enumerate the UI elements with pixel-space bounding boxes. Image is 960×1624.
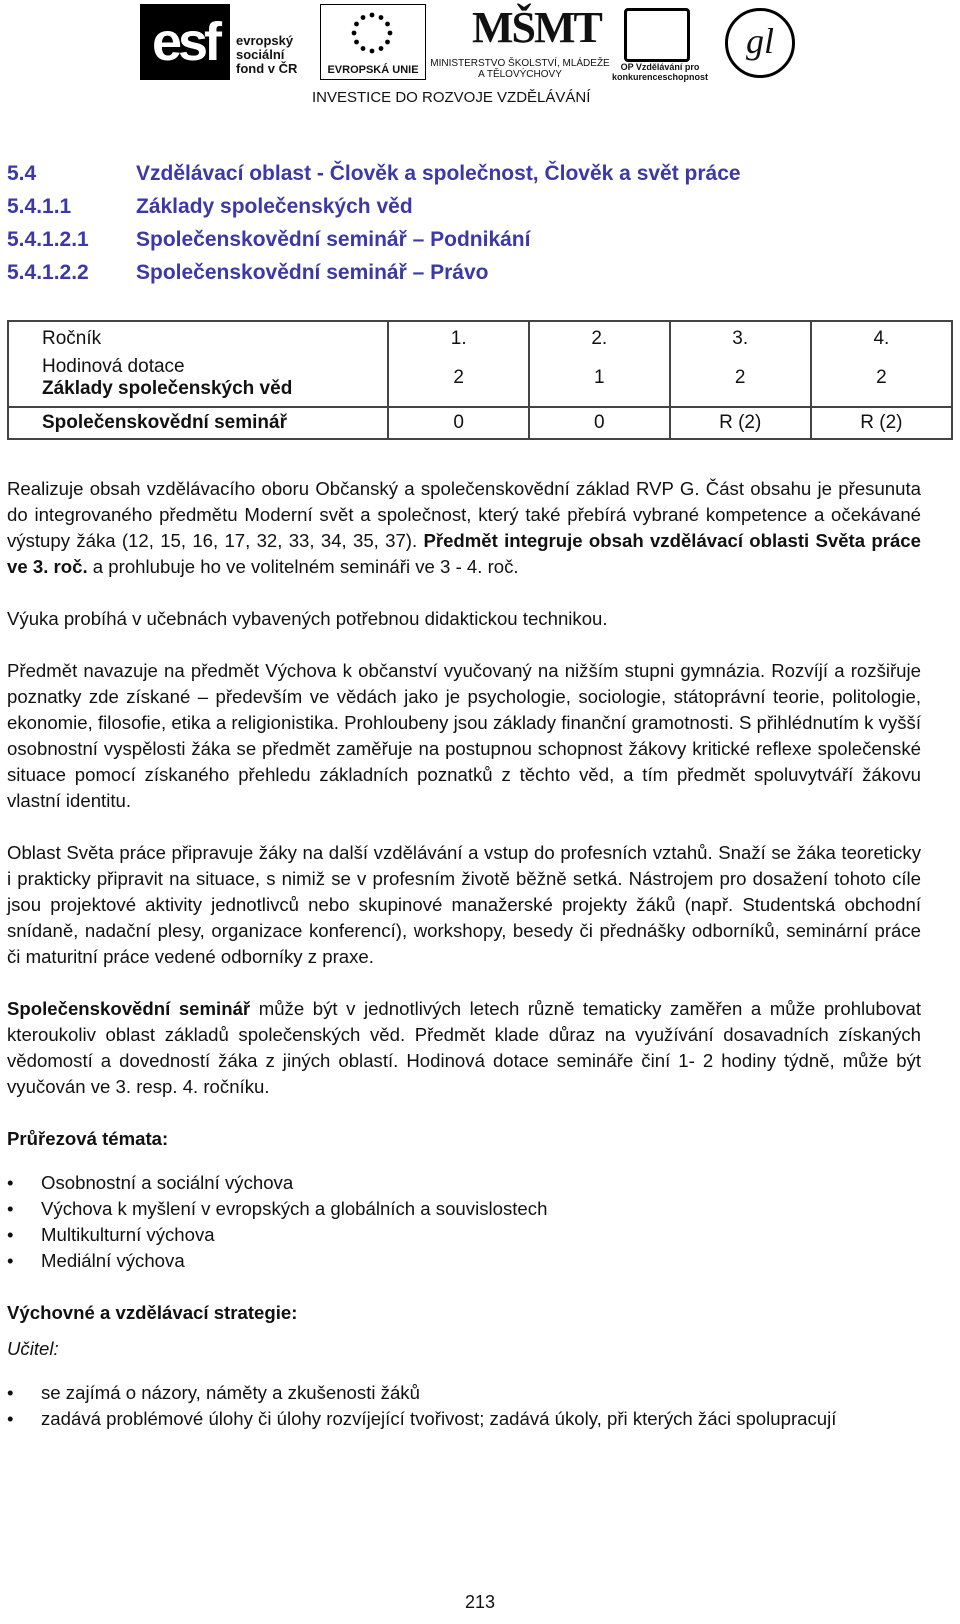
paragraph-svet-prace: Oblast Světa práce připravuje žáky na další vzdělávání a vstup do profesních vztahů. Snaží se žáka teoreticky i prakticky připravit na situace, s nimiž se v profesním životě běžně setká. Nástrojem pro dosažení tohoto cíle jsou projektové aktivity jednotlivců nebo skupinové manažerské projekty žáků (např. Studentská obchodní snídaně, nadační plesy, organizace konferencí), workshopy, besedy či přednášky odborníků, seminární práce či maturitní práce vedené odborníky z praxe. xyxy=(7,842,921,967)
strategie-heading: Výchovné a vzdělávací strategie: xyxy=(7,1302,298,1323)
zsv-value: 1 xyxy=(529,350,670,407)
body-text xyxy=(7,476,921,1432)
msmt-mark: MŠMT xyxy=(472,3,601,52)
heading-number: 5.4 xyxy=(7,161,37,185)
prurez-list xyxy=(7,1170,921,1274)
section-headings xyxy=(7,157,741,289)
eu-logo xyxy=(320,4,426,80)
intro-bold: Předmět integruje obsah vzdělávací oblasti Světa práce ve 3. roč. xyxy=(7,530,921,577)
seminar-value: 0 xyxy=(529,407,670,439)
op-box-icon xyxy=(624,8,690,62)
table-row xyxy=(8,407,952,439)
seminar-value: R (2) xyxy=(811,407,952,439)
esf-mark: esf xyxy=(140,4,230,80)
table-row xyxy=(8,350,952,407)
zsv-label: Základy společenských věd xyxy=(42,378,293,399)
list-item: • Mediální výchova xyxy=(7,1248,921,1274)
year-cell: 3. xyxy=(670,321,811,350)
strategie-list xyxy=(7,1380,921,1432)
esf-logo xyxy=(140,4,300,80)
list-item: • zadává problémové úlohy či úlohy rozvíjející tvořivost; zadává úkoly, při kterých žáci spolupracují xyxy=(7,1406,921,1432)
intro-text: Realizuje obsah vzdělávacího oboru Občanský a společenskovědní základ RVP G. Část obsahu je přesunuta do integrovaného předmětu Moderní svět a společnost, který také přebírá vybrané kompetence a očekávané výstupy žáka (12, 15, 16, 17, 32, 33, 34, 35, 37). xyxy=(7,478,921,551)
paragraph-navazuje: Předmět navazuje na předmět Výchova k občanství vyučovaný na nižším stupni gymnázia. Rozvíjí a rozšiřuje poznatky zde získané – především ve vědách jako je psychologie, sociologie, státoprávní teorie, politologie, ekonomie, filosofie, etika a religionistika. Prohloubeny jsou základy finanční gramotnosti. S přihlédnutím k vyšší osobnostní vyspělosti žáka se předmět zaměřuje na postupnou schopnost žákovy kritické reflexe společenské situace pomocí získaného přehledu základních poznatků z těchto věd, a tím předmět spoluvytváří žákovu vlastní identitu. xyxy=(7,660,921,811)
heading-title: Společenskovědní seminář – Právo xyxy=(136,260,489,284)
heading-title: Společenskovědní seminář – Podnikání xyxy=(136,227,531,251)
year-cell: 1. xyxy=(388,321,529,350)
esf-text: evropský sociální fond v ČR xyxy=(236,33,298,76)
gl-logo xyxy=(725,4,795,80)
paragraph-seminar xyxy=(7,996,921,1100)
zsv-value: 2 xyxy=(670,350,811,407)
op-logo xyxy=(610,4,710,80)
year-cell: 2. xyxy=(529,321,670,350)
heading-row xyxy=(7,157,741,190)
rocnik-label: Ročník xyxy=(8,321,388,350)
heading-number: 5.4.1.1 xyxy=(7,194,72,218)
table-row xyxy=(8,321,952,350)
hours-table xyxy=(7,320,953,440)
dotace-label: Hodinová dotace xyxy=(42,356,185,377)
zsv-value: 2 xyxy=(388,350,529,407)
seminar-bold: Společenskovědní seminář xyxy=(7,998,251,1019)
op-text: OP Vzdělávání pro konkurenceschopnost xyxy=(611,62,709,82)
intro-tail: a prohlubuje ho ve volitelném semináři ve 3 - 4. roč. xyxy=(87,556,519,577)
list-item: • Výchova k myšlení v evropských a globálních a souvislostech xyxy=(7,1196,921,1222)
list-item: • se zajímá o názory, náměty a zkušenosti žáků xyxy=(7,1380,921,1406)
list-item: • Osobnostní a sociální výchova xyxy=(7,1170,921,1196)
dotace-cell xyxy=(8,350,388,407)
heading-title: Základy společenských věd xyxy=(136,194,413,218)
page-number: 213 xyxy=(464,1592,496,1612)
paragraph-intro xyxy=(7,476,921,580)
gl-mark: gl xyxy=(725,8,795,78)
seminar-label: Společenskovědní seminář xyxy=(8,407,388,439)
heading-number: 5.4.1.2.1 xyxy=(7,227,89,251)
list-item: • Multikulturní výchova xyxy=(7,1222,921,1248)
heading-title: Vzdělávací oblast - Člověk a společnost, Člověk a svět práce xyxy=(136,161,741,185)
eu-label: EVROPSKÁ UNIE xyxy=(327,64,419,76)
seminar-value: R (2) xyxy=(670,407,811,439)
prurez-heading: Průřezová témata: xyxy=(7,1128,169,1149)
heading-row xyxy=(7,223,741,256)
eu-stars-icon xyxy=(335,9,409,59)
ucitel-label: Učitel: xyxy=(7,1338,59,1359)
heading-row xyxy=(7,190,741,223)
paragraph-vyuka: Výuka probíhá v učebnách vybavených potřebnou didaktickou technikou. xyxy=(7,608,608,629)
seminar-value: 0 xyxy=(388,407,529,439)
zsv-value: 2 xyxy=(811,350,952,407)
investice-banner: INVESTICE DO ROZVOJE VZDĚLÁVÁNÍ xyxy=(312,89,591,106)
heading-number: 5.4.1.2.2 xyxy=(7,260,89,284)
seminar-text: může být v jednotlivých letech různě tematicky zaměřen a může prohlubovat kteroukoliv oblast základů společenských věd. Předmět klade důraz na využívání dosavadních získaných vědomostí a dovedností žáka z jiných oblastí. Hodinová dotace semináře činí 1- 2 hodiny týdně, může být vyučován ve 3. resp. 4. ročníku. xyxy=(7,998,922,1097)
msmt-text: MINISTERSTVO ŠKOLSTVÍ, MLÁDEŽE A TĚLOVÝCHOVY xyxy=(430,58,610,80)
heading-row xyxy=(7,256,741,289)
year-cell: 4. xyxy=(811,321,952,350)
msmt-logo xyxy=(430,4,610,80)
